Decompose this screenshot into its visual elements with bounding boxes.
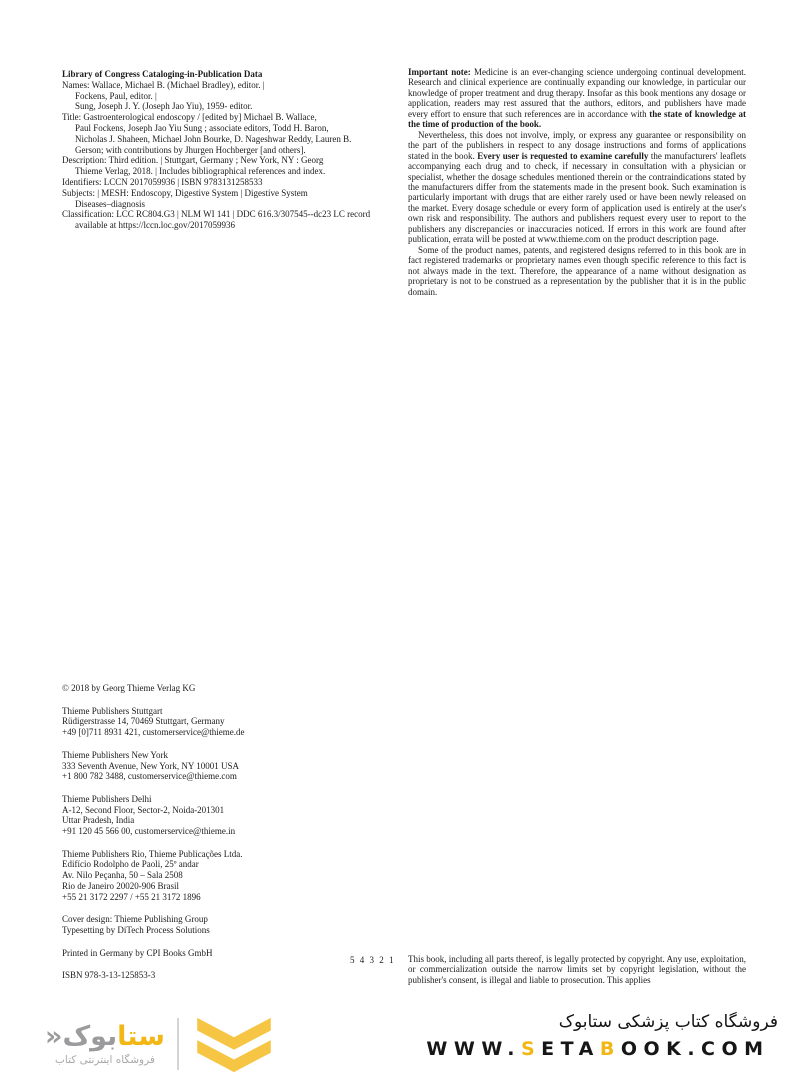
imprint-line: Rio de Janeiro 20020-906 Brasil — [62, 880, 179, 891]
cip-line: available at https://lccn.loc.gov/2017059936 — [75, 220, 235, 231]
note-paragraph-1: Important note: Medicine is an ever-changing science undergoing continual development. Research and clinical experience are continually expanding our knowledge, in particular our knowledge of proper treatment and drug therapy. Insofar as this book mentions any dosage or application, readers may rest assured that the authors, editors, and publishers have made every effort to ensure that such references are in accordance with the state of knowledge at the time of production of the book. — [408, 67, 746, 130]
cip-block — [62, 69, 400, 231]
legal-notice — [408, 954, 746, 985]
office-rio — [62, 849, 402, 903]
imprint-line: +91 120 45 566 00, customerservice@thieme.in — [62, 826, 236, 837]
imprint-line: Rüdigerstrasse 14, 70469 Stuttgart, Germany — [62, 716, 225, 727]
cip-line: Nicholas J. Shaheen, Michael John Bourke, D. Nageshwar Reddy, Lauren B. — [75, 133, 352, 144]
important-note — [408, 67, 746, 297]
logo-wordmark-text — [45, 1022, 165, 1052]
note-paragraph-2: Nevertheless, this does not involve, imply, or express any guarantee or responsibility on the part of the publishers in respect to any dosage instructions and forms of applications stated in the book. Every user is requested to examine carefully the manufacturers' leaflets accompanying each drug and to check, if necessary in consultation with a physician or specialist, whether the dosage schedules mentioned therein or the contraindications stated by the manufacturers differ from the statements made in the present book. Such examination is particularly important with drugs that are either rarely used or have been newly released on the market. Every dosage schedule or every form of application used is entirely at the user's own risk and responsibility. The authors and publishers request every user to report to the publishers any discrepancies or inaccuracies noticed. If errors in this work are found after publication, errata will be posted at www.thieme.com on the product description page. — [408, 129, 746, 245]
imprint-line: Cover design: Thieme Publishing Group — [62, 914, 208, 925]
logo-wordmark — [45, 1022, 165, 1066]
production-credits — [62, 914, 402, 935]
footer — [0, 1008, 801, 1079]
office-delhi — [62, 794, 402, 837]
office-new-york — [62, 750, 402, 782]
logo-caption: فروشگاه اینترنتی کتاب — [54, 1054, 155, 1066]
imprint-line: +1 800 782 3488, customerservice@thieme.com — [62, 771, 237, 782]
imprint-line: Thieme Publishers Delhi — [62, 793, 152, 804]
cip-line: Sung, Joseph J. Y. (Joseph Jao Yiu), 1959- editor. — [75, 101, 253, 112]
note-paragraph-3: Some of the product names, patents, and registered designs referred to in this book are in fact registered trademarks or proprietary names even though specific reference to this fact is not always made in the text. Therefore, the appearance of a name without designation as proprietary is not to be construed as a representation by the publisher that it is in the public domain. — [408, 244, 746, 297]
cip-line: Diseases–diagnosis — [75, 198, 145, 209]
imprint-block — [62, 683, 402, 981]
imprint-line: Uttar Pradesh, India — [62, 815, 135, 826]
legal-paragraph: This book, including all parts thereof, is legally protected by copyright. Any use, exploitation, or commercialization outside the narrow limits set by copyright legislation, without the publisher's consent, is illegal and liable to prosecution. This applies — [408, 954, 746, 985]
cip-line: Fockens, Paul, editor. | — [75, 90, 157, 101]
imprint-line: Av. Nilo Peçanha, 50 – Sala 2508 — [62, 870, 183, 881]
imprint-line: Thieme Publishers Stuttgart — [62, 705, 163, 716]
imprint-line: Typesetting by DiTech Process Solutions — [62, 924, 210, 935]
cip-line: Library of Congress Cataloging-in-Publication Data — [62, 69, 263, 79]
setabook-logo — [45, 1014, 277, 1074]
imprint-line: Thieme Publishers Rio, Thieme Publicações Ltda. — [62, 848, 243, 859]
imprint-line: +49 [0]711 8931 421, customerservice@thieme.de — [62, 727, 245, 738]
imprint-line: 333 Seventh Avenue, New York, NY 10001 USA — [62, 760, 239, 771]
imprint-line: Thieme Publishers New York — [62, 749, 168, 760]
site-url: WWW.SETABOOK.COM — [426, 1038, 770, 1060]
wordmark-gray-part: بوک — [62, 1021, 118, 1052]
cip-line: Description: Third edition. | Stuttgart, Germany ; New York, NY : Georg — [62, 155, 324, 166]
wordmark-gold-part: ستا — [117, 1021, 165, 1052]
print-run-numbers: 5 4 3 2 1 — [350, 955, 395, 965]
cip-line: Names: Wallace, Michael B. (Michael Bradley), editor. | — [62, 79, 265, 90]
footer-right — [402, 1012, 794, 1060]
store-tagline: فروشگاه کتاب پزشکی ستابوک — [558, 1012, 778, 1032]
printed-line: Printed in Germany by CPI Books GmbH — [62, 947, 213, 958]
copyright-line: © 2018 by Georg Thieme Verlag KG — [62, 683, 196, 693]
cip-line: Subjects: | MESH: Endoscopy, Digestive System | Digestive System — [62, 187, 308, 198]
cip-line: Classification: LCC RC804.G3 | NLM WI 141 | DDC 616.3/307545--dc23 LC record — [62, 209, 371, 220]
imprint-line: +55 21 3172 2297 / +55 21 3172 1896 — [62, 891, 201, 902]
logo-divider — [177, 1018, 179, 1070]
cip-line: Title: Gastroenterological endoscopy / [edited by] Michael B. Wallace, — [62, 112, 317, 123]
isbn-line: ISBN 978-3-13-125853-3 — [62, 970, 156, 981]
imprint-line: A-12, Second Floor, Sector-2, Noida-201301 — [62, 804, 225, 815]
office-stuttgart — [62, 706, 402, 738]
double-chevron-icon — [191, 1014, 277, 1074]
cip-line: Thieme Verlag, 2018. | Includes bibliographical references and index. — [75, 166, 326, 177]
imprint-line: Edifício Rodolpho de Paoli, 25º andar — [62, 859, 199, 870]
cip-line: Paul Fockens, Joseph Jao Yiu Sung ; associate editors, Todd H. Baron, — [75, 122, 329, 133]
cip-line: Gerson; with contributions by Jhurgen Hochberger [and others]. — [75, 144, 306, 155]
logo-guillemet-icon: « — [45, 1021, 63, 1052]
cip-line: Identifiers: LCCN 2017059936 | ISBN 9783131258533 — [62, 176, 263, 187]
